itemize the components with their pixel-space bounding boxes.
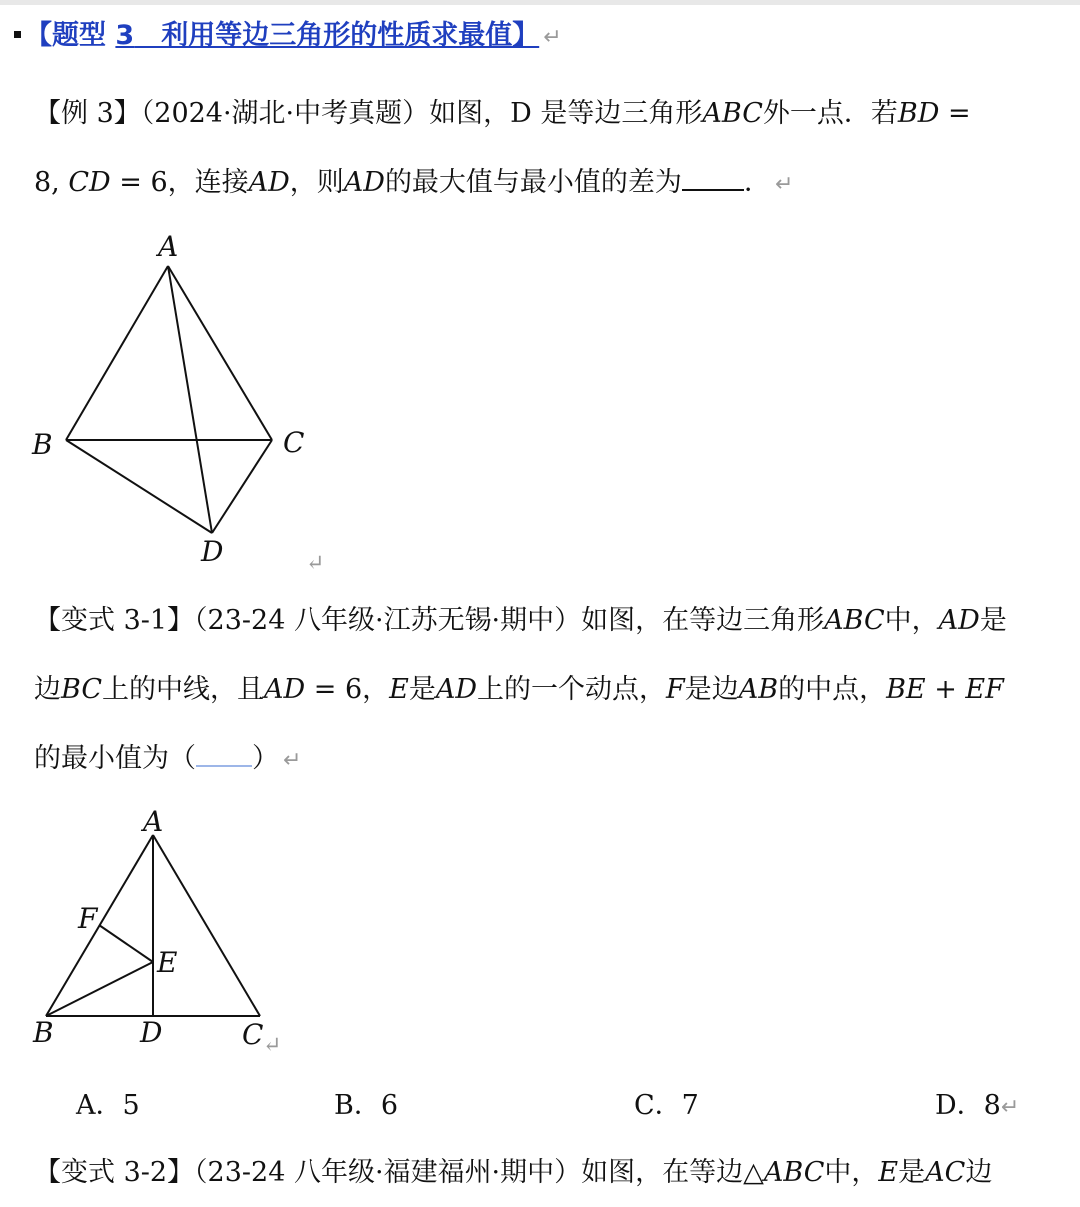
text: 上的一个动点， — [477, 674, 667, 705]
text: 8, — [34, 167, 69, 198]
answer-blank — [196, 743, 252, 767]
math: BE + EF — [886, 674, 1004, 705]
segment-AC — [168, 266, 272, 440]
option-d[interactable] — [935, 1086, 1019, 1128]
text: ，则 — [289, 167, 344, 198]
option-value: 8 — [983, 1090, 1001, 1121]
label-D: D — [201, 535, 224, 568]
text: 中， — [824, 1157, 879, 1188]
bullet-square-icon — [14, 31, 21, 38]
text: 【变式 3-1】（23-24 八年级·江苏无锡·期中）如图，在等边三角形 — [34, 605, 825, 636]
segment-AD — [168, 266, 212, 533]
math: ABC — [763, 1157, 825, 1188]
text: 上的中线，且 — [102, 674, 265, 705]
text: 中， — [884, 605, 939, 636]
math: AD — [938, 605, 980, 636]
math: CD — [68, 167, 111, 198]
option-letter: D． — [935, 1090, 984, 1121]
paragraph-mark-icon: ↵ — [283, 748, 302, 773]
variant1-line1 — [34, 601, 1007, 641]
text: = 6， — [305, 674, 390, 705]
math: AD — [343, 167, 385, 198]
label-B: B — [32, 428, 53, 461]
label-C: C — [242, 1018, 264, 1051]
section-heading — [14, 16, 562, 58]
text: 是 — [979, 605, 1007, 636]
paragraph-mark-icon: ↵ — [306, 551, 325, 576]
text: 【例 3】（2024·湖北·中考真题）如图，D 是等边三角形 — [34, 98, 703, 129]
text: 的中点， — [778, 674, 887, 705]
label-E: E — [157, 946, 178, 979]
example3-line2 — [34, 163, 793, 205]
math: ABC — [824, 605, 885, 636]
math: AD — [435, 674, 478, 705]
label-A: A — [158, 230, 179, 263]
answer-blank — [682, 163, 744, 191]
paragraph-mark-icon: ↵ — [263, 1033, 282, 1058]
segment-AC — [153, 835, 260, 1016]
figure-2-diagram — [0, 800, 300, 1060]
math: F — [666, 674, 685, 705]
heading-title: 利用等边三角形的性质求最值】 — [134, 20, 540, 51]
variant1-line2 — [34, 670, 1004, 710]
label-D: D — [140, 1016, 163, 1049]
text: ） — [252, 743, 279, 774]
paragraph-mark-icon: ↵ — [543, 25, 562, 50]
paragraph-mark-icon: ↵ — [774, 172, 794, 197]
math: BC — [61, 674, 103, 705]
text: 的最小值为（ — [34, 743, 196, 774]
math: AD — [248, 167, 290, 198]
text: = — [939, 98, 971, 129]
option-letter: A． — [76, 1090, 123, 1121]
heading-prefix: 【题型 — [25, 20, 116, 51]
math: BD — [897, 98, 940, 129]
text: 【变式 3-2】（23-24 八年级·福建福州·期中）如图，在等边△ — [34, 1157, 764, 1188]
variant2-line1 — [34, 1153, 992, 1193]
math: E — [878, 1157, 899, 1188]
figure-1-diagram — [0, 225, 340, 585]
text: 是 — [898, 1157, 926, 1188]
math: AC — [925, 1157, 966, 1188]
text: 的最大值与最小值的差为 — [384, 167, 682, 198]
figure-1-lines — [66, 266, 272, 533]
text: 外一点．若 — [762, 98, 898, 129]
segment-BD — [66, 440, 212, 533]
option-value: 5 — [122, 1090, 140, 1121]
paragraph-mark-icon: ↵ — [1000, 1095, 1020, 1120]
option-c[interactable] — [634, 1086, 699, 1126]
example3-line1 — [34, 94, 971, 134]
option-letter: C． — [634, 1090, 682, 1121]
text: ． — [743, 167, 771, 198]
option-value: 7 — [681, 1090, 699, 1121]
text: 是边 — [684, 674, 739, 705]
text: 边 — [965, 1157, 993, 1188]
segment-CD — [212, 440, 272, 533]
option-letter: B． — [334, 1090, 381, 1121]
math: ABC — [702, 98, 763, 129]
label-A: A — [143, 805, 164, 838]
variant1-line3 — [34, 739, 301, 781]
label-B: B — [33, 1016, 54, 1049]
heading-number: 3 — [115, 20, 135, 51]
option-value: 6 — [380, 1090, 399, 1121]
option-b[interactable] — [334, 1086, 398, 1126]
math: AD — [264, 674, 306, 705]
segment-EF — [99, 925, 153, 962]
text: = 6，连接 — [110, 167, 249, 198]
label-C: C — [283, 426, 305, 459]
option-a[interactable] — [76, 1086, 140, 1126]
math: E — [389, 674, 409, 705]
text: 边 — [34, 674, 61, 705]
label-F: F — [78, 902, 98, 935]
segment-AB — [66, 266, 168, 440]
top-divider — [0, 0, 1080, 5]
math: AB — [738, 674, 779, 705]
text: 是 — [408, 674, 436, 705]
